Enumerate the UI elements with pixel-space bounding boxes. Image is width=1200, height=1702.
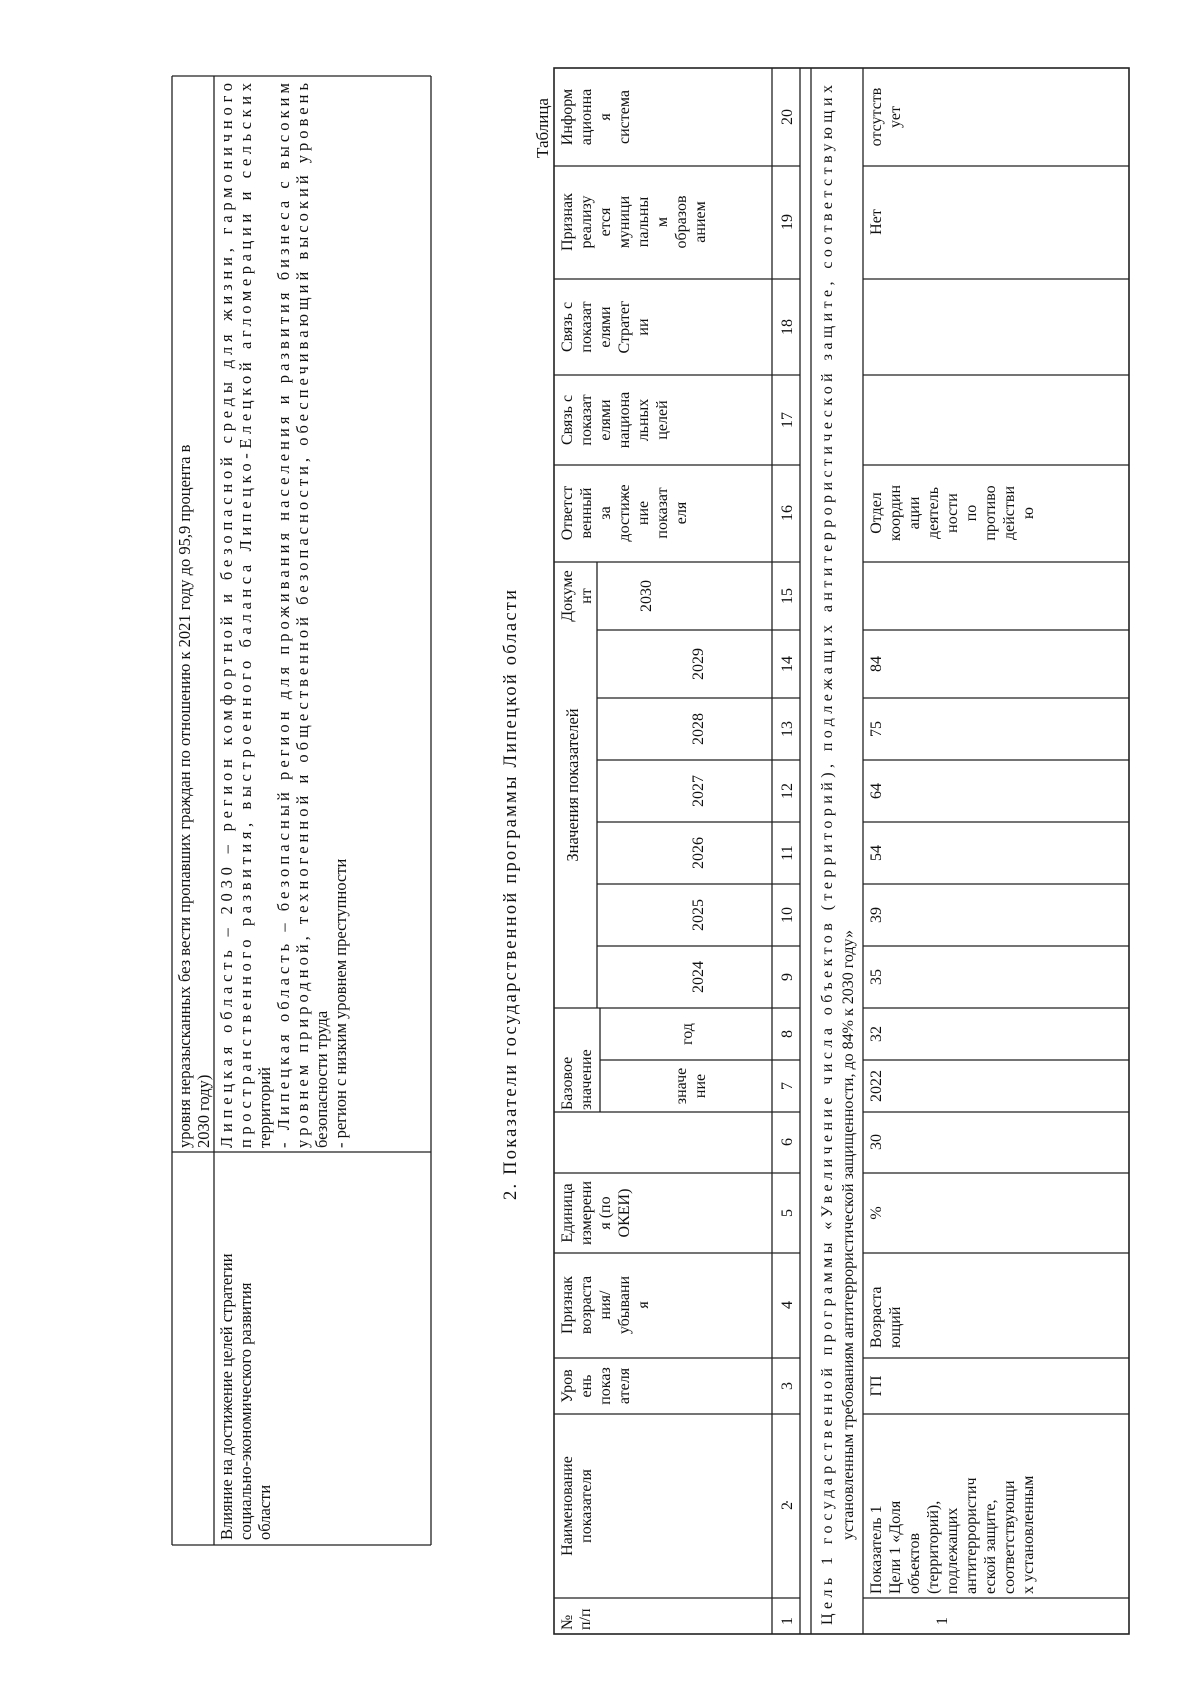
colnum-1: 1 (779, 1617, 796, 1625)
row1-value-2030: 84 (868, 656, 885, 672)
row1-value-2027: 54 (868, 845, 885, 861)
row1-info-2: ует (887, 106, 904, 128)
hdr-name-2: показателя (578, 1469, 595, 1543)
row1-resp-6: по (963, 504, 980, 522)
hdr-base-value-1: значе (673, 1067, 690, 1105)
row1-resp-1: Отдел (868, 492, 885, 534)
hdr-doc-1: Докуме (559, 570, 576, 622)
row1-name-8: соответствующи (1001, 1480, 1018, 1594)
hdr-mun-6: м (654, 216, 671, 228)
column-numbers-row (779, 109, 796, 1625)
hdr-name-1: Наименование (559, 1456, 576, 1556)
header-col-doc (559, 570, 595, 621)
strategy-text-line5: уровнем природной, техногенной и общественной безопасности, обеспечивающий высокий уровень (293, 82, 312, 1148)
colnum-8: 8 (779, 1030, 796, 1038)
header-col-sign (559, 1275, 652, 1334)
colnum-16: 16 (779, 505, 796, 521)
strategy-label-line1: Влияние на достижение целей стратегии (217, 1253, 236, 1540)
strategy-row2-text (217, 82, 350, 1148)
hdr-info-3: я (597, 113, 614, 121)
colnum-2: 2 (779, 1502, 796, 1510)
hdr-base-2: значение (578, 1049, 595, 1110)
hdr-resp-6: показат (654, 487, 671, 539)
row1-resp-9: ю (1020, 507, 1037, 519)
colnum-5: 5 (779, 1209, 796, 1217)
hdr-info-1: Информ (559, 88, 576, 146)
strategy-text-line2: пространственного развития, выстроенного баланса Липецко-Елецкой агломерации и сельских (236, 82, 255, 1148)
strategy-row1-line2: 2030 году) (194, 1074, 213, 1148)
hdr-year-2027: 2027 (690, 775, 707, 807)
hdr-level-4: ателя (616, 1367, 633, 1405)
colnum-10: 10 (779, 907, 796, 923)
colnum-14: 14 (779, 656, 796, 672)
hdr-resp-2: венный (578, 487, 595, 539)
header-col-num (559, 1608, 594, 1630)
hdr-num-2: п/п (577, 1608, 594, 1630)
row1-municipal: Нет (868, 209, 885, 235)
row1-name-3: объектов (906, 1532, 923, 1594)
hdr-resp-7: еля (673, 501, 690, 525)
header-col-info (559, 89, 633, 145)
hdr-year-2030: 2030 (638, 580, 655, 612)
colnum-13: 13 (779, 721, 796, 737)
row1-unit: % (868, 1206, 885, 1220)
row1-value-2028: 64 (868, 783, 885, 799)
hdr-strat-2: показат (578, 301, 595, 353)
hdr-nat-6: целей (654, 400, 671, 440)
strategy-row2-label (217, 1253, 274, 1540)
colnum-17: 17 (779, 412, 796, 428)
hdr-year-2028: 2028 (690, 713, 707, 745)
header-col-unit (559, 1181, 633, 1246)
hdr-level-3: показ (597, 1367, 614, 1405)
row1-name-1: Показатель 1 (868, 1505, 885, 1594)
hdr-doc-2: нт (578, 588, 595, 604)
hdr-base-1: Базовое (559, 1056, 576, 1110)
row1-base-year: 2022 (868, 1070, 885, 1102)
hdr-resp-4: достиже (616, 484, 633, 542)
colnum-19: 19 (779, 214, 796, 230)
strategy-text-line6: безопасности труда (312, 1010, 331, 1148)
goal-line1: Цель 1 государственной программы «Увеличение числа объектов (территорий), подлежащих антитеррористической защите, соответствующих (819, 85, 836, 1625)
hdr-nat-4: национа (616, 391, 633, 449)
hdr-nat-2: показат (578, 394, 595, 446)
hdr-strat-5: ии (635, 318, 652, 336)
header-col-strategy (559, 300, 652, 353)
header-col-resp (559, 484, 690, 541)
header-col-municipal (559, 193, 709, 251)
hdr-resp-5: ние (635, 500, 652, 526)
row1-info-1: отсутств (868, 87, 885, 147)
header-col-name (559, 1456, 595, 1556)
hdr-strat-1: Связь с (559, 301, 576, 353)
row1-value-2025: 35 (868, 969, 885, 985)
header-years (638, 580, 707, 993)
hdr-base-year: год (679, 1023, 696, 1045)
hdr-resp-1: Ответст (559, 485, 576, 541)
row1-resp-2: координ (887, 484, 904, 542)
hdr-resp-3: за (597, 506, 614, 520)
colnum-12: 12 (779, 783, 796, 799)
colnum-7: 7 (779, 1082, 796, 1090)
header-col-values (563, 708, 582, 861)
row1-name (868, 1476, 1037, 1594)
row1-name-2: Цели 1 «Доля (887, 1500, 904, 1594)
colnum-20: 20 (779, 109, 796, 125)
hdr-num-1: № (559, 1614, 576, 1630)
hdr-year-2025: 2025 (690, 899, 707, 931)
header-col-base (559, 1023, 709, 1110)
section-title-wrap (501, 590, 521, 1200)
strategy-label-line2: социально-экономического развития (236, 1282, 255, 1540)
hdr-unit-4: ОКЕИ) (616, 1188, 633, 1238)
strategy-text-line4: - Липецкая область – безопасный регион для проживания населения и развития бизнеса с высоким (274, 82, 293, 1148)
hdr-mun-3: ется (597, 207, 614, 237)
hdr-year-2029: 2029 (690, 648, 707, 680)
row1-sign-2: ющий (887, 1306, 904, 1348)
row1-name-7: еской защите, (982, 1499, 999, 1594)
hdr-unit-3: я (по (597, 1196, 614, 1230)
colnum-11: 11 (779, 845, 796, 861)
goal-line2: установленным требованиям антитеррористической защищенности, до 84% к 2030 году» (840, 930, 857, 1540)
hdr-year-2024: 2024 (690, 961, 707, 993)
strategy-label-line3: области (255, 1484, 274, 1540)
strategy-text-line1: Липецкая область – 2030 – регион комфортной и безопасной среды для жизни, гармоничного (217, 82, 236, 1148)
hdr-mun-4: муници (616, 195, 633, 249)
row1-name-6: антитеррористич (963, 1477, 980, 1594)
strategy-row1 (175, 444, 213, 1148)
row1-values (868, 656, 885, 1042)
row1-name-9: х установленным (1020, 1475, 1037, 1594)
row1-resp-8: действи (1001, 485, 1018, 541)
row1-responsible (868, 485, 1037, 541)
strategy-text-line7: - регион с низким уровнем преступности (331, 858, 350, 1148)
row1-value-2026: 39 (868, 907, 885, 923)
hdr-mun-2: реализу (578, 195, 595, 249)
colnum-6: 6 (779, 1138, 796, 1146)
row1-resp-5: ности (944, 493, 961, 533)
table-row (868, 87, 1037, 1625)
section-title: 2. Показатели государственной программы Липецкой области (501, 590, 521, 1200)
hdr-info-4: система (616, 90, 633, 144)
hdr-level-2: ень (578, 1374, 595, 1398)
table-label-wrap (533, 98, 552, 158)
row1-level: ГП (868, 1375, 885, 1397)
row1-base-value: 30 (868, 1134, 885, 1150)
row1-resp-3: ации (906, 496, 923, 530)
hdr-sign-1: Признак (559, 1276, 576, 1334)
row1-num: 1 (934, 1617, 951, 1625)
row1-sign-1: Возраста (868, 1286, 885, 1348)
table-label: Таблица (533, 98, 552, 158)
hdr-strat-3: елями (597, 306, 614, 348)
hdr-unit-2: измерени (578, 1180, 595, 1246)
colnum-9: 9 (779, 973, 796, 981)
row1-resp-4: деятель (925, 487, 942, 539)
row1-name-5: подлежащих (944, 1507, 961, 1594)
header-col-level (559, 1367, 633, 1405)
colnum-15: 15 (779, 588, 796, 604)
row1-name-4: (территорий), (925, 1500, 942, 1594)
strategy-text-line3: территорий (255, 1066, 274, 1148)
colnum-4: 4 (779, 1301, 796, 1309)
hdr-mun-5: пальны (635, 196, 652, 248)
strategy-row1-line1: уровня неразысканных без вести пропавших граждан по отношению к 2021 году до 95,9 процента в (175, 444, 194, 1148)
hdr-values: Значения показателей (563, 708, 582, 862)
hdr-info-2: ационна (578, 88, 595, 146)
row1-value-2024: 32 (868, 1026, 885, 1042)
row1-value-2029: 75 (868, 721, 885, 737)
hdr-sign-3: ния/ (597, 1290, 614, 1320)
hdr-nat-3: елями (597, 399, 614, 441)
header-col-national (559, 392, 671, 448)
hdr-nat-5: льных (635, 398, 652, 442)
colnum-18: 18 (779, 319, 796, 335)
hdr-sign-2: возраста (578, 1275, 595, 1335)
colnum-3: 3 (779, 1382, 796, 1390)
goal-row (819, 85, 857, 1625)
hdr-mun-8: анием (692, 201, 709, 243)
hdr-strat-4: Стратег (616, 300, 633, 354)
row1-resp-7: противо (982, 485, 999, 541)
hdr-mun-1: Признак (559, 193, 576, 251)
hdr-sign-5: я (635, 1301, 652, 1309)
hdr-sign-4: убывани (616, 1275, 633, 1335)
hdr-mun-7: образов (673, 195, 690, 249)
hdr-base-value-2: ние (692, 1073, 709, 1099)
hdr-nat-1: Связь с (559, 394, 576, 446)
hdr-level-1: Уров (559, 1369, 576, 1403)
hdr-year-2026: 2026 (690, 837, 707, 869)
hdr-unit-1: Единица (559, 1183, 576, 1243)
